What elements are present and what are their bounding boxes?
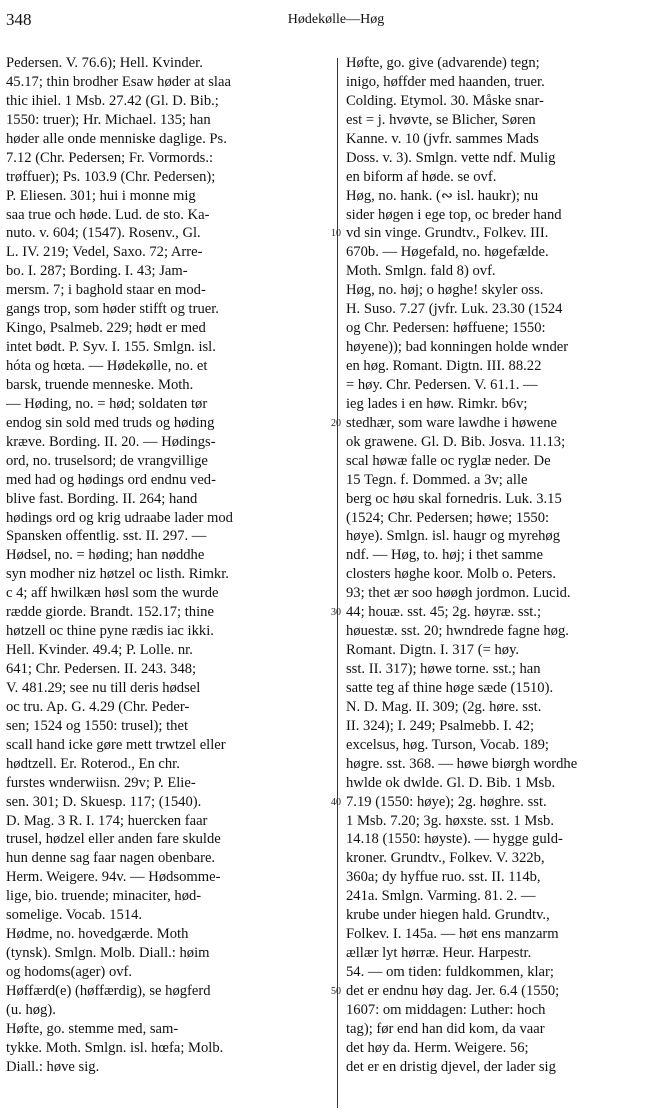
text-line: Kingo, Psalmeb. 229; hødt er med (6, 320, 206, 337)
text-line: 360a; dy hyffue ruo. sst. II. 114b, (346, 869, 541, 886)
page-header (6, 6, 666, 36)
running-head: Hødekølle—Høg (287, 12, 385, 27)
text-line: berg oc høu skal fornedris. Luk. 3.15 (346, 490, 562, 507)
text-line: rædde giorde. Brandt. 152.17; thine (6, 604, 214, 621)
text-line: 93; thet ær soo høøgh jordmon. Lucid. (346, 585, 571, 602)
text-line: høgre. sst. 368. — høwe biørgh wordhe (346, 755, 578, 772)
text-line: ord, no. truselsord; de vrangvillige (6, 452, 208, 469)
text-line: tykke. Moth. Smlgn. isl. hœfa; Molb. (6, 1039, 224, 1056)
text-line: Pedersen. V. 76.6); Hell. Kvinder. (6, 55, 203, 71)
text-line: Colding. Etymol. 30. Måske snar- (346, 92, 544, 109)
text-line: scal høwæ falle oc ryglæ neder. De (346, 452, 551, 469)
text-line: med had og hødings ord endnu ved- (6, 471, 216, 488)
left-column (6, 54, 328, 1077)
text-line: en biform af høde. se ovf. (346, 168, 497, 185)
text-line: hwlde ok dwlde. Gl. D. Bib. 1 Msb. (346, 774, 556, 791)
text-line: L. IV. 219; Vedel, Saxo. 72; Arre- (6, 244, 203, 261)
text-line: Diall.: høve sig. (6, 1058, 100, 1075)
text-line: intet bødt. P. Syv. I. 155. Smlgn. isl. (6, 339, 216, 356)
text-line: Høfte, go. stemme med, sam- (6, 1020, 179, 1037)
text-line: lige, bio. truende; minaciter, hød- (6, 888, 202, 905)
text-line: (u. høg). (6, 1001, 56, 1018)
line-number: 20 (331, 417, 341, 429)
text-line: ndf. — Høg, to. høj; i thet samme (346, 547, 543, 564)
text-line: sst. II. 317); høwe torne. sst.; han (346, 661, 541, 677)
text-line: kroner. Grundtv., Folkev. V. 322b, (346, 850, 545, 867)
text-line: ok grawene. Gl. D. Bib. Josva. 11.13; (346, 433, 566, 450)
column-divider (337, 58, 338, 1108)
text-line: closters høghe koor. Molb o. Peters. (346, 566, 556, 583)
text-line: stedhær, som ware lawdhe i høwene (346, 414, 557, 431)
text-line: hun denne sag faar nagen obenbare. (6, 850, 216, 867)
text-line: — Høding, no. = hød; soldaten tør (6, 395, 208, 412)
text-line: inigo, høffder med haanden, truer. (346, 73, 545, 90)
text-line: 14.18 (1550: høyste). — hygge guld- (346, 831, 563, 848)
text-line: (tynsk). Smlgn. Molb. Diall.: høim (6, 945, 210, 962)
text-line: 7.19 (1550: høye); 2g. høghre. sst. (346, 793, 547, 810)
text-line: thic ihiel. 1 Msb. 27.42 (Gl. D. Bib.; (6, 92, 219, 109)
text-line: N. D. Mag. II. 309; (2g. høre. sst. (346, 698, 542, 715)
text-line: 15 Tegn. f. Dommed. a 3v; alle (346, 471, 528, 488)
text-line: og hodoms(ager) ovf. (6, 964, 133, 980)
text-line: Hell. Kvinder. 49.4; P. Lolle. nr. (6, 642, 193, 659)
text-line: barsk, truende menneske. Moth. (6, 376, 194, 393)
text-line: endog sin sold med truds og høding (6, 414, 215, 431)
text-line: ællær lyt hørræ. Heur. Harpestr. (346, 945, 532, 962)
text-line: 641; Chr. Pedersen. II. 243. 348; (6, 661, 197, 677)
text-line: saa true och høde. Lud. de sto. Ka- (6, 206, 210, 223)
text-line: Spansken offentlig. sst. II. 297. — (6, 528, 207, 545)
text-line: Hødsel, no. = høding; han nøddhe (6, 547, 205, 564)
text-line: D. Mag. 3 R. I. 174; huercken faar (6, 812, 208, 829)
text-line: 7.12 (Chr. Pedersen; Fr. Vormords.: (6, 149, 214, 166)
text-line: det høy da. Herm. Weigere. 56; (346, 1039, 529, 1056)
text-line: høye). Smlgn. isl. haugr og myrehøg (346, 528, 561, 545)
text-line: høuestæ. sst. 20; hwndrede fagne høg. (346, 623, 569, 640)
text-line: II. 324); I. 249; Psalmebb. I. 42; (346, 717, 535, 734)
text-line: vd sin vinge. Grundtv., Folkev. III. (346, 225, 549, 242)
text-line: syn modher niz høtzel oc listh. Rimkr. (6, 566, 229, 583)
text-line: 1550: truer); Hr. Michael. 135; han (6, 111, 211, 128)
text-line: høder alle onde menniske daglige. Ps. (6, 130, 227, 147)
text-line: Kanne. v. 10 (jvfr. sammes Mads (346, 130, 539, 147)
text-line: høyene)); bad konningen holde wnder (346, 339, 569, 356)
text-line: blive fast. Bording. II. 264; hand (6, 490, 198, 507)
text-line: det er endnu høy dag. Jer. 6.4 (1550; (346, 982, 560, 999)
text-line: Høfte, go. give (advarende) tegn; (346, 55, 540, 71)
text-line: trusel, hødzel eller anden fare skulde (6, 831, 221, 848)
text-line: 54. — om tiden: fuldkommen, klar; (346, 964, 554, 980)
text-line: tag); før end han did kom, da vaar (346, 1020, 545, 1037)
text-line: est = j. hvøvte, se Blicher, Søren (346, 111, 536, 128)
text-line: Romant. Digtn. I. 317 (= høy. (346, 642, 520, 659)
text-line: Høg, no. hank. (∾ isl. haukr); nu (346, 187, 539, 204)
text-line: kræve. Bording. II. 20. — Hødings- (6, 433, 216, 450)
text-line: = høy. Chr. Pedersen. V. 61.1. — (346, 376, 538, 393)
text-line: Folkev. I. 145a. — høt ens manzarm (346, 926, 559, 943)
text-line: 670b. — Høgefald, no. høgefælde. (346, 244, 549, 261)
text-line: Høg, no. høj; o høghe! skyler oss. (346, 282, 544, 299)
text-line: H. Suso. 7.27 (jvfr. Luk. 23.30 (1524 (346, 301, 563, 318)
text-line: c 4; aff hwilkæn høsl som the wurde (6, 585, 219, 602)
text-line: det er en dristig djevel, der lader sig (346, 1058, 556, 1075)
text-line: sider høgen i ege top, oc breder hand (346, 206, 562, 223)
text-line: krube under hiegen hald. Grundtv., (346, 907, 550, 924)
text-line: hødings ord og krig udraabe lader mod (6, 509, 233, 526)
right-column (346, 54, 668, 1077)
text-line: 44; houæ. sst. 45; 2g. høyræ. sst.; (346, 604, 542, 621)
text-line: en høg. Romant. Digtn. III. 88.22 (346, 358, 542, 374)
line-number: 50 (331, 986, 341, 998)
text-line: 1607: om middagen: Luther: hoch (346, 1001, 546, 1018)
text-line: somelige. Vocab. 1514. (6, 907, 143, 924)
text-line: høtzell oc thine pyne rædis iac ikki. (6, 623, 214, 640)
text-line: Herm. Weigere. 94v. — Hødsomme- (6, 869, 221, 886)
text-line: satte teg af thine høge sæde (1510). (346, 679, 554, 696)
text-line: excelsus, høg. Turson, Vocab. 189; (346, 736, 549, 753)
text-line: sen; 1524 og 1550: trusel); thet (6, 717, 188, 734)
line-number: 40 (331, 796, 341, 808)
text-line: 241a. Smlgn. Varming. 81. 2. — (346, 888, 536, 905)
text-line: Moth. Smlgn. fald 8) ovf. (346, 263, 496, 280)
text-line: sen. 301; D. Skuesp. 117; (1540). (6, 793, 202, 810)
text-line: (1524; Chr. Pedersen; høwe; 1550: (346, 509, 550, 526)
text-line: nuto. v. 604; (1547). Rosenv., Gl. (6, 225, 201, 242)
text-line: hødtzell. Er. Roterod., En chr. (6, 755, 180, 772)
text-line: scall hand icke gøre mett trwtzel eller (6, 736, 226, 753)
text-line: trøffuer); Ps. 103.9 (Chr. Pedersen); (6, 168, 216, 185)
text-line: Høffærd(e) (høffærdig), se høgferd (6, 982, 211, 999)
text-line: bo. I. 287; Bording. I. 43; Jam- (6, 263, 188, 280)
text-line: hóta og hœta. — Hødekølle, no. et (6, 358, 208, 374)
text-line: 1 Msb. 7.20; 3g. høxste. sst. 1 Msb. (346, 812, 554, 829)
text-line: 45.17; thin brodher Esaw høder at slaa (6, 73, 231, 90)
text-line: oc tru. Ap. G. 4.29 (Chr. Peder- (6, 698, 190, 715)
text-line: mersm. 7; i baghold staar en mod- (6, 282, 206, 299)
text-line: og Chr. Pedersen: høffuene; 1550: (346, 320, 546, 337)
text-line: Hødme, no. hovedgærde. Moth (6, 926, 189, 943)
line-number: 10 (331, 228, 341, 240)
text-line: ieg lades i en høw. Rimkr. b6v; (346, 395, 528, 412)
text-line: Doss. v. 3). Smlgn. vette ndf. Mulig (346, 149, 556, 166)
text-line: P. Eliesen. 301; hui i monne mig (6, 187, 196, 204)
text-line: furstes wnderwiisn. 29v; P. Elie- (6, 774, 196, 791)
text-line: V. 481.29; see nu till deris hødsel (6, 679, 201, 696)
text-line: gangs trop, som høder stifft og truer. (6, 301, 219, 318)
line-number: 30 (331, 607, 341, 619)
page-number: 348 (6, 10, 32, 29)
